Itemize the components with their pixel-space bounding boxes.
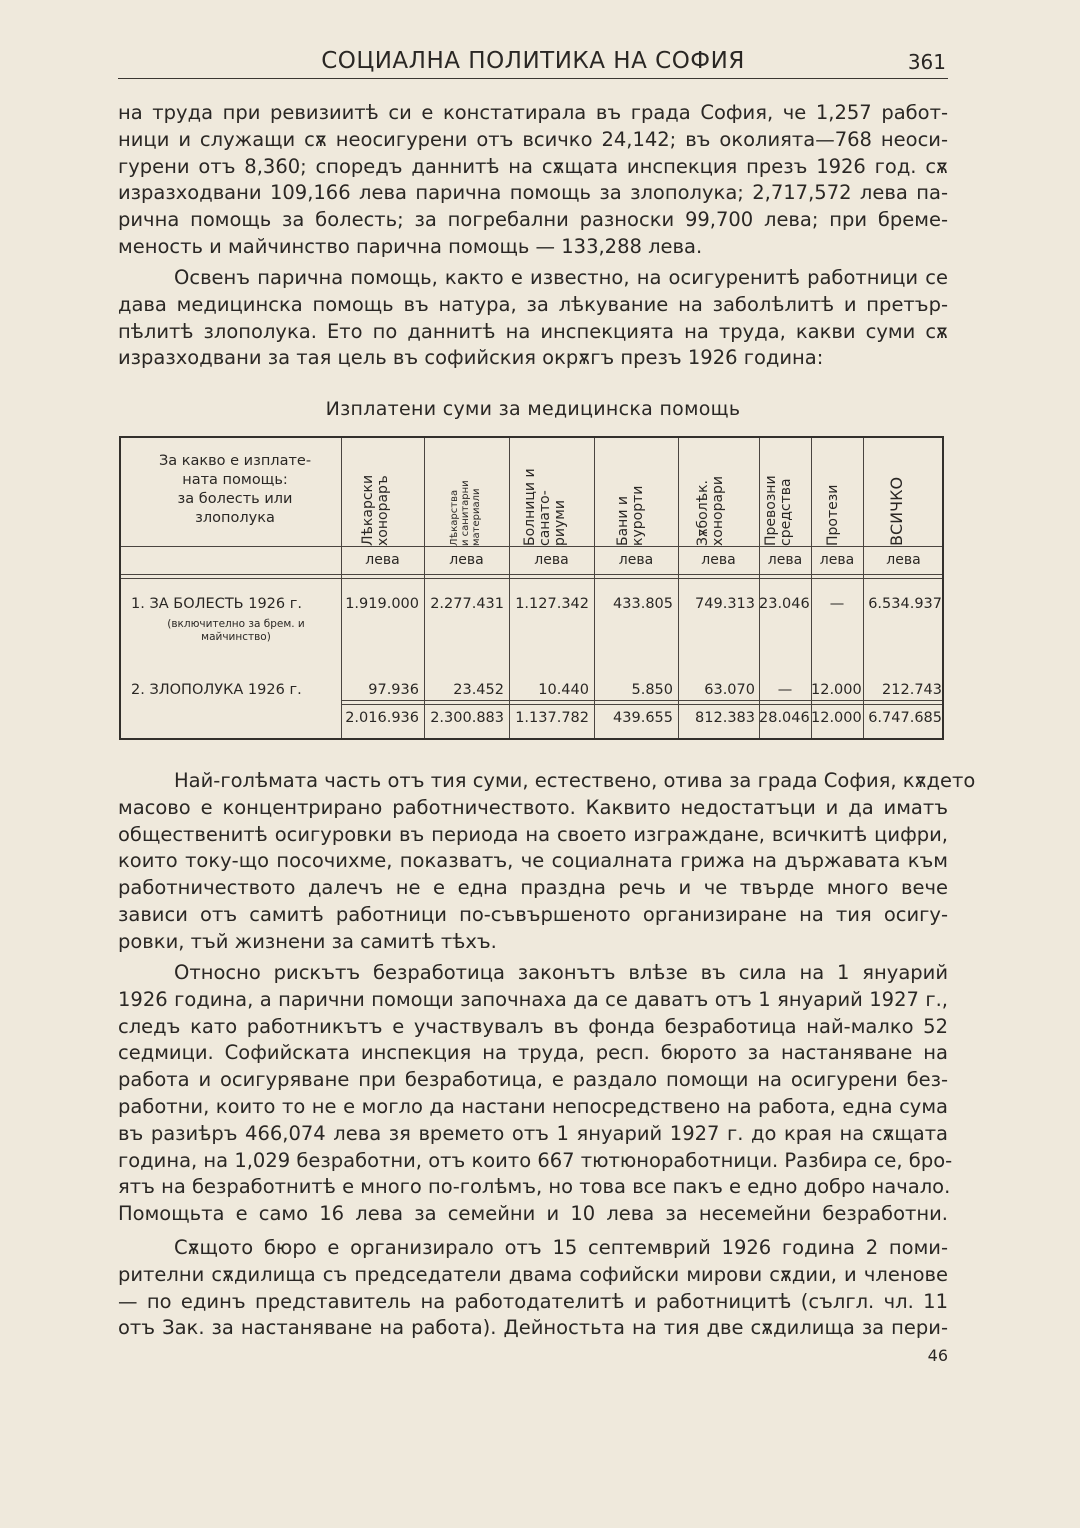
table-caption: Изплатени суми за медицинска помощь — [325, 398, 741, 420]
column-header: Лѣкарства и санитарни материали — [449, 480, 482, 546]
text-line: — по единъ представитель на работодателитѣ и работницитѣ (сългл. чл. 11 — [118, 1289, 948, 1313]
total-cell: 12.000 — [811, 710, 862, 726]
total-cell: 1.137.782 — [515, 710, 589, 726]
table-cell: 63.070 — [704, 682, 755, 698]
text-line: масово е концентрирано работничеството. Каквито недостатъци и да иматъ — [118, 795, 948, 819]
table-cell: — — [829, 596, 845, 612]
table-cell: 6.534.937 — [868, 596, 942, 612]
table-cell: 2.277.431 — [430, 596, 504, 612]
paragraph-2 — [118, 265, 948, 372]
table-cell: 23.452 — [453, 682, 504, 698]
text-line: зависи отъ самитѣ работници по-съвършеното организиране на тия осигу- — [118, 902, 948, 926]
text-line: въ разиѣръ 466,074 лева зя времето отъ 1 януарий 1927 г. до края на сѫщата — [118, 1121, 948, 1145]
text-line: на труда при ревизиитѣ си е констатирала въ града София, че 1,257 работ- — [118, 101, 948, 124]
row-label: 1. ЗА БОЛЕСТЬ 1926 г. — [131, 596, 302, 612]
unit-label: лева — [701, 552, 736, 568]
table-cell: 433.805 — [613, 596, 673, 612]
header-title: СОЦИАЛНА ПОЛИТИКА НА СОФИЯ — [321, 48, 745, 74]
unit-label: лева — [767, 552, 803, 568]
column-header: Болници и санато- риуми — [522, 468, 568, 546]
unit-label: лева — [449, 552, 484, 568]
table-cell: 212.743 — [882, 682, 942, 698]
text-line: дава медицинска помощь въ натура, за лѣкувание на заболѣлитѣ и претър- — [118, 292, 948, 316]
column-header: Протези — [825, 484, 841, 546]
text-line: ятъ на безработнитѣ е много по-голѣмъ, но това все пакъ е едно добро начало. — [118, 1175, 951, 1199]
total-cell: 2.016.936 — [345, 710, 419, 726]
text-line: изразходвани 109,166 лева парична помощь за злополука; 2,717,572 лева па- — [118, 181, 948, 205]
paragraph-5 — [118, 1235, 948, 1342]
row-sublabel: (включително за брем. и майчинство) — [167, 618, 305, 643]
total-cell: 28.046 — [759, 710, 810, 726]
expenditure-table — [119, 436, 944, 740]
column-header: ВСИЧКО — [887, 476, 906, 546]
text-line: пѣлитѣ злополука. Ето по даннитѣ на инспекцията на труда, какви суми сѫ — [118, 319, 948, 343]
paragraph-1 — [118, 100, 948, 261]
table-cell: 749.313 — [695, 596, 755, 612]
text-line: ровки, тъй жизнени за самитѣ тѣхъ. — [118, 929, 497, 953]
unit-label: лева — [365, 552, 400, 568]
printer-signature: 46 — [927, 1346, 948, 1365]
text-line: седмици. Софийската инспекция на труда, респ. бюрото за настаняване на — [118, 1041, 948, 1065]
table-cell: 97.936 — [368, 682, 419, 698]
total-cell: 2.300.883 — [430, 710, 504, 726]
table-cell: — — [777, 682, 793, 698]
text-line: общественитѣ осигуровки въ периода на своето изграждане, всичкитѣ цифри, — [118, 822, 948, 846]
text-line: отъ Зак. за настаняване на работа). Дейностьта на тия две сѫдилища за пери- — [118, 1316, 948, 1340]
text-line: изразходвани за тая цель въ софийския окрѫгъ презъ 1926 година: — [118, 346, 824, 370]
text-line: 1926 година, а парични помощи започнаха да се даватъ отъ 1 януарий 1927 г., — [118, 987, 948, 1011]
text-line: Най-голѣмата часть отъ тия суми, естествено, отива за града София, кѫдето — [174, 769, 976, 792]
text-line: работни, които то не е могло да настани непосредствено на работа, една сума — [118, 1094, 948, 1118]
unit-label: лева — [886, 552, 921, 568]
text-line: работа и осигуряване при безработица, е раздало помощи на осигурени без- — [118, 1068, 948, 1092]
table-cell: 12.000 — [811, 682, 862, 698]
table-cell: 5.850 — [631, 682, 673, 698]
text-line: ници и служащи сѫ неосигурени отъ всичко 24,142; въ околията—768 неоси- — [118, 127, 948, 151]
text-line: гурени отъ 8,360; споредъ даннитѣ на сѫщата инспекция презъ 1926 год. сѫ — [118, 154, 948, 178]
text-line: следъ като работникътъ е участвувалъ въ фонда безработица най-малко 52 — [118, 1014, 948, 1038]
text-line: рична помощь за болесть; за погребални разноски 99,700 лева; при бреме- — [118, 208, 948, 232]
table-cell: 1.127.342 — [515, 596, 589, 612]
text-line: меность и майчинство парична помощь — 133,288 лева. — [118, 234, 703, 258]
text-line: Помощьта е само 16 лева за семейни и 10 лева за несемейни безработни. — [118, 1202, 948, 1226]
text-line: Сѫщото бюро е организирало отъ 15 септемврий 1926 година 2 поми- — [174, 1236, 948, 1259]
row-header-label: За какво е изплате- ната помощь: за болесть или злополука — [158, 453, 312, 526]
table-cell: 10.440 — [538, 682, 589, 698]
total-cell: 812.383 — [695, 710, 755, 726]
column-header: Превозни средства — [763, 475, 794, 546]
unit-label: лева — [534, 552, 569, 568]
text-line: Освенъ парична помощь, както е известно, на осигуренитѣ работници се — [174, 266, 948, 289]
running-header — [118, 46, 948, 79]
unit-label: лева — [819, 552, 855, 568]
text-line: които току-що посочихме, показватъ, че социалната грижа на държавата към — [118, 849, 948, 873]
total-cell: 6.747.685 — [868, 710, 942, 726]
total-cell: 439.655 — [613, 710, 673, 726]
row-label: 2. ЗЛОПОЛУКА 1926 г. — [131, 682, 302, 698]
paragraph-4 — [118, 960, 953, 1228]
page-number: 361 — [907, 50, 946, 74]
text-line: работничеството далечъ не е една праздна речь и че твърде много вече — [118, 876, 948, 900]
paragraph-3 — [118, 768, 976, 956]
column-header: Зѫболѣк. хонорари — [695, 475, 726, 546]
unit-label: лева — [618, 552, 654, 568]
text-line: Относно рискътъ безработица законътъ влѣзе въ сила на 1 януарий — [174, 961, 948, 984]
text-line: рителни сѫдилища съ председатели двама софийски мирови сѫдии, и членове — [118, 1262, 948, 1286]
column-header: Лѣкарски хонораръ — [360, 474, 391, 546]
table-cell: 23.046 — [759, 596, 810, 612]
table-cell: 1.919.000 — [345, 596, 419, 612]
column-header: Бани и курорти — [615, 485, 646, 546]
text-line: година, на 1,029 безработни, отъ които 667 тютюноработници. Разбира се, бро- — [118, 1148, 953, 1172]
